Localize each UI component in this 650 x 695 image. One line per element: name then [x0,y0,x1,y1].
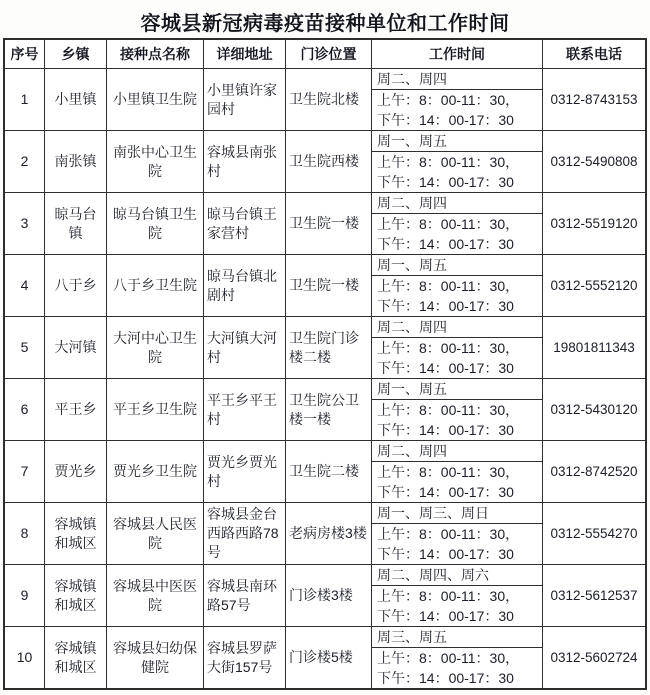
working-hours-cell [372,69,543,130]
address-text: 容城县金台西路西路78号 [207,506,279,560]
working-times [372,524,542,564]
address-text: 大河镇大河村 [207,329,277,365]
address-cell [204,503,286,564]
address-text: 贾光乡贾光村 [207,453,277,489]
contact-phone-cell [543,503,645,564]
table-row [5,254,645,316]
afternoon-hours: 下午：14：00-17：30 [377,546,514,562]
contact-phone: 0312-8742520 [550,464,638,479]
clinic-location-text: 卫生院一楼 [289,277,359,293]
morning-hours: 上午：8：00-11：30， [377,526,520,542]
address-text: 容城县罗萨大街157号 [207,639,277,675]
row-number-cell [5,379,45,440]
contact-phone: 0312-8743153 [550,92,638,107]
clinic-location-cell [286,627,372,688]
address-text: 晾马台镇王家营村 [207,205,277,241]
site-name: 容城县妇幼保健院 [113,639,197,675]
row-number-cell [5,503,45,564]
clinic-location-text: 卫生院公卫楼一楼 [289,391,359,427]
township-cell [45,379,107,440]
address-text: 晾马台镇北剧村 [207,267,277,303]
afternoon-hours: 下午：14：00-17：30 [377,484,514,500]
working-times [372,586,542,626]
clinic-location-cell [286,131,372,192]
table-row [5,564,645,626]
address-cell [204,441,286,502]
site-name: 晾马台镇卫生院 [113,205,197,241]
row-number-cell [5,441,45,502]
township-cell [45,255,107,316]
address-cell [204,379,286,440]
header-address: 详细地址 [204,40,286,68]
contact-phone: 0312-5552120 [550,278,638,293]
morning-hours: 上午：8：00-11：30， [377,650,520,666]
morning-hours: 上午：8：00-11：30， [377,154,520,170]
row-number: 6 [20,401,29,417]
site-name: 容城县人民医院 [113,515,197,551]
township-cell [45,503,107,564]
row-number-cell [5,317,45,378]
clinic-location-text: 老病房楼3楼 [289,525,367,541]
township-name: 平王乡 [54,401,97,417]
row-number-cell [5,193,45,254]
site-name: 南张中心卫生院 [113,143,197,179]
address-text: 容城县南张村 [207,143,277,179]
contact-phone-cell [543,441,645,502]
clinic-location-cell [286,255,372,316]
contact-phone-cell [543,193,645,254]
row-number-cell [5,69,45,130]
row-number: 2 [20,153,29,169]
clinic-location-text: 门诊楼5楼 [289,649,353,665]
morning-hours: 上午：8：00-11：30， [377,402,520,418]
row-number: 8 [20,525,29,541]
row-number-cell [5,131,45,192]
page-title: 容城县新冠病毒疫苗接种单位和工作时间 [140,13,510,35]
working-hours-cell [372,255,543,316]
address-text: 平王乡平王村 [207,391,277,427]
clinic-location-cell [286,193,372,254]
contact-phone: 0312-5490808 [550,154,638,169]
morning-hours: 上午：8：00-11：30， [377,278,520,294]
working-times [372,152,542,192]
working-days: 周一、周五 [372,255,542,276]
site-name-cell [107,565,204,626]
clinic-location-cell [286,441,372,502]
working-times [372,338,542,378]
contact-phone: 19801811343 [553,340,635,355]
working-days: 周一、周五 [372,131,542,152]
address-cell [204,255,286,316]
working-times [372,648,542,688]
site-name-cell [107,255,204,316]
township-cell [45,131,107,192]
contact-phone: 0312-5612537 [550,588,638,603]
contact-phone: 0312-5602724 [550,650,638,665]
row-number-cell [5,565,45,626]
address-cell [204,317,286,378]
township-name: 南张镇 [54,153,97,169]
working-hours-cell [372,565,543,626]
township-name: 八于乡 [54,277,97,293]
site-name: 大河中心卫生院 [113,329,197,365]
clinic-location-text: 卫生院北楼 [289,91,359,107]
header-row-number: 序号 [5,40,45,68]
township-cell [45,317,107,378]
working-days: 周二、周四 [372,193,542,214]
working-days: 周三、周五 [372,627,542,648]
header-working-hours: 工作时间 [372,40,543,68]
working-times [372,400,542,440]
header-site-name: 接种点名称 [107,40,204,68]
site-name-cell [107,379,204,440]
working-hours-cell [372,131,543,192]
table-row [5,192,645,254]
row-number: 7 [20,463,29,479]
contact-phone: 0312-5519120 [550,216,638,231]
header-clinic-location: 门诊位置 [286,40,372,68]
site-name-cell [107,627,204,688]
clinic-location-cell [286,503,372,564]
header-township: 乡镇 [45,40,107,68]
site-name: 容城县中医医院 [113,577,197,613]
township-cell [45,565,107,626]
working-hours-cell [372,379,543,440]
row-number: 4 [20,277,29,293]
township-cell [45,193,107,254]
site-name-cell [107,441,204,502]
working-hours-cell [372,317,543,378]
address-text: 小里镇许家园村 [207,81,277,117]
township-name: 容城镇和城区 [54,515,97,551]
clinic-location-cell [286,317,372,378]
row-number-cell [5,627,45,688]
site-name: 贾光乡卫生院 [113,463,197,479]
afternoon-hours: 下午：14：00-17：30 [377,360,514,376]
row-number: 10 [16,649,33,665]
contact-phone-cell [543,627,645,688]
working-days: 周二、周四 [372,441,542,462]
contact-phone: 0312-5554270 [550,526,638,541]
contact-phone-cell [543,565,645,626]
working-hours-cell [372,441,543,502]
working-days: 周二、周四、周六 [372,565,542,586]
morning-hours: 上午：8：00-11：30， [377,216,520,232]
afternoon-hours: 下午：14：00-17：30 [377,174,514,190]
morning-hours: 上午：8：00-11：30， [377,92,520,108]
contact-phone-cell [543,379,645,440]
row-number: 3 [20,215,29,231]
clinic-location-text: 卫生院二楼 [289,463,359,479]
address-cell [204,131,286,192]
site-name-cell [107,503,204,564]
township-name: 容城镇和城区 [54,639,97,675]
working-times [372,90,542,130]
contact-phone-cell [543,131,645,192]
clinic-location-cell [286,69,372,130]
working-days: 周二、周四 [372,69,542,90]
site-name-cell [107,69,204,130]
afternoon-hours: 下午：14：00-17：30 [377,608,514,624]
afternoon-hours: 下午：14：00-17：30 [377,422,514,438]
row-number: 5 [20,339,29,355]
afternoon-hours: 下午：14：00-17：30 [377,298,514,314]
site-name-cell [107,131,204,192]
table-row [5,440,645,502]
site-name-cell [107,193,204,254]
working-hours-cell [372,627,543,688]
afternoon-hours: 下午：14：00-17：30 [377,236,514,252]
site-name: 小里镇卫生院 [113,91,197,107]
clinic-location-cell [286,379,372,440]
township-name: 小里镇 [54,91,97,107]
township-name: 晾马台镇 [54,205,97,241]
row-number: 9 [20,587,29,603]
township-cell [45,627,107,688]
township-name: 大河镇 [54,339,97,355]
address-cell [204,193,286,254]
working-times [372,214,542,254]
table-row [5,316,645,378]
table-header-row [5,40,645,68]
header-contact-phone: 联系电话 [566,45,622,62]
contact-phone-cell [543,317,645,378]
clinic-location-text: 卫生院西楼 [289,153,359,169]
row-number: 1 [20,91,29,107]
table-row [5,378,645,440]
morning-hours: 上午：8：00-11：30， [377,588,520,604]
township-name: 贾光乡 [54,463,97,479]
table-row [5,626,645,688]
clinic-location-cell [286,565,372,626]
morning-hours: 上午：8：00-11：30， [377,464,520,480]
working-days: 周一、周五 [372,379,542,400]
site-name-cell [107,317,204,378]
working-hours-cell [372,193,543,254]
address-text: 容城县南环路57号 [207,577,277,613]
working-days: 周二、周四 [372,317,542,338]
site-name: 八于乡卫生院 [113,277,197,293]
working-times [372,462,542,502]
morning-hours: 上午：8：00-11：30， [377,340,520,356]
contact-phone-cell [543,255,645,316]
table-row [5,502,645,564]
township-cell [45,69,107,130]
clinic-location-text: 卫生院门诊楼二楼 [289,329,359,365]
table-row [5,68,645,130]
table-body [5,68,645,688]
contact-phone-cell [543,69,645,130]
working-hours-cell [372,503,543,564]
vaccination-sites-table [3,38,647,690]
clinic-location-text: 门诊楼3楼 [289,587,353,603]
afternoon-hours: 下午：14：00-17：30 [377,112,514,128]
row-number-cell [5,255,45,316]
clinic-location-text: 卫生院一楼 [289,215,359,231]
working-days: 周一、周三、周日 [372,503,542,524]
contact-phone: 0312-5430120 [550,402,638,417]
afternoon-hours: 下午：14：00-17：30 [377,670,514,686]
site-name: 平王乡卫生院 [113,401,197,417]
address-cell [204,69,286,130]
table-row [5,130,645,192]
address-cell [204,627,286,688]
township-cell [45,441,107,502]
township-name: 容城镇和城区 [54,577,97,613]
working-times [372,276,542,316]
address-cell [204,565,286,626]
